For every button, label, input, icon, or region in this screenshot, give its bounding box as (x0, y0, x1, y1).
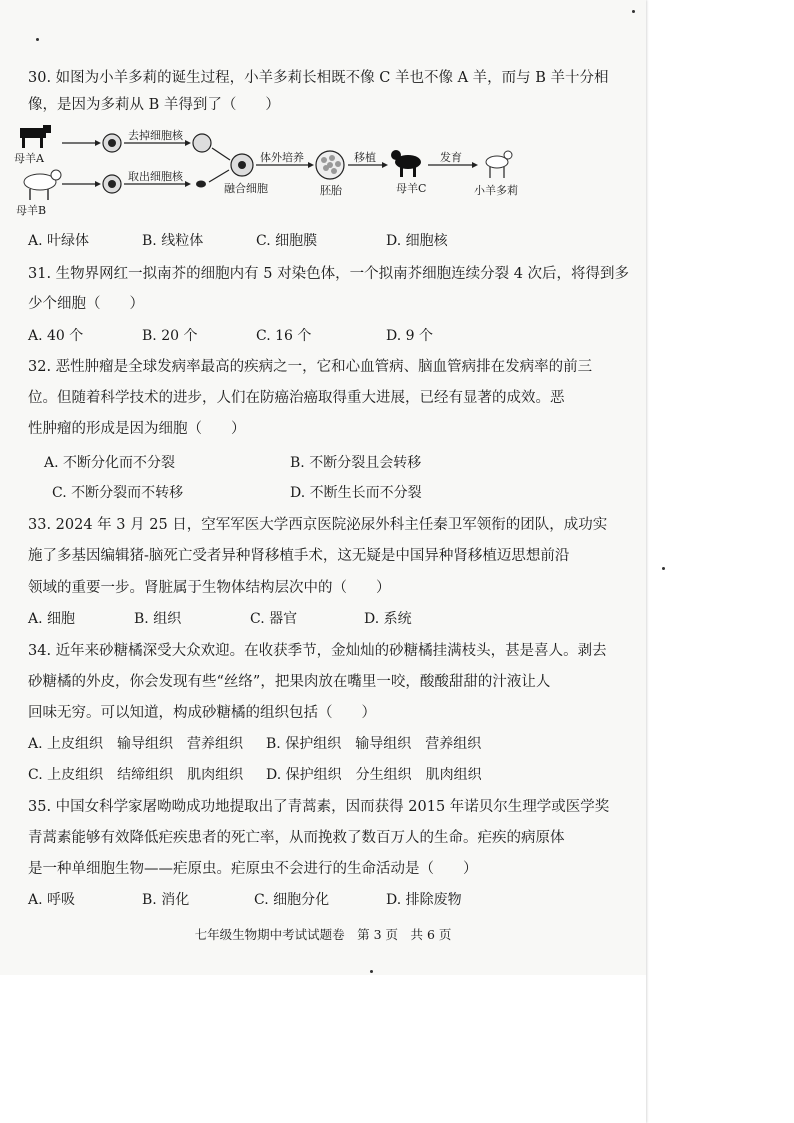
q33-line1: 33. 2024 年 3 月 25 日，空军军医大学西京医院泌尿外科主任秦卫军领衔的团队，成功实 (28, 517, 608, 533)
q30-option-d: D. 细胞核 (386, 233, 448, 249)
q35-line2: 青蒿素能够有效降低疟疾患者的死亡率，从而挽救了数百万人的生命。疟疾的病原体 (28, 830, 565, 846)
q32-option-c: C. 不断分裂而不转移 (52, 485, 184, 501)
q33-line2: 施了多基因编辑猪-脑死亡受者异种肾移植手术，这无疑是中国异种肾移植迈思想前沿 (28, 548, 570, 564)
culture-label: 体外培养 (260, 151, 304, 164)
sheep-b-label: 母羊B (16, 204, 47, 217)
q32-option-d: D. 不断生长而不分裂 (290, 485, 422, 501)
q31-option-c: C. 16 个 (256, 328, 312, 344)
q34-option-d: D. 保护组织 分生组织 肌肉组织 (266, 767, 482, 783)
q35-option-d: D. 排除废物 (386, 892, 462, 908)
q30-line2: 像，是因为多莉从 B 羊得到了（ ） (28, 97, 280, 113)
q31-option-d: D. 9 个 (386, 328, 433, 344)
q35-option-a: A. 呼吸 (28, 892, 76, 908)
q33-option-c: C. 器官 (250, 611, 298, 627)
scan-speck (36, 38, 39, 41)
q30-option-a: A. 叶绿体 (28, 233, 90, 249)
q34-line2: 砂糖橘的外皮，你会发现有些“丝络”，把果肉放在嘴里一咬，酸酸甜甜的汁液让人 (28, 674, 551, 690)
q30-line1: 30. 如图为小羊多莉的诞生过程，小羊多莉长相既不像 C 羊也不像 A 羊，而与 B 羊十分相 (28, 70, 609, 86)
sheep-b-icon (24, 170, 61, 200)
q35-line3: 是一种单细胞生物——疟原虫。疟原虫不会进行的生命活动是（ ） (28, 861, 478, 877)
sheep-a-label: 母羊A (14, 152, 44, 165)
q31-line2: 少个细胞（ ） (28, 296, 144, 312)
fused-cell-label: 融合细胞 (224, 182, 268, 195)
q34-option-b: B. 保护组织 输导组织 营养组织 (266, 736, 482, 752)
scan-speck (370, 970, 373, 973)
remove-nucleus-label: 去掉细胞核 (128, 129, 183, 142)
q32-option-b: B. 不断分裂且会转移 (290, 455, 422, 471)
q32-line1: 32. 恶性肿瘤是全球发病率最高的疾病之一，它和心血管病、脑血管病排在发病率的前三 (28, 359, 593, 375)
scan-speck (632, 10, 635, 13)
take-nucleus-label: 取出细胞核 (128, 170, 183, 183)
page-footer: 七年级生物期中考试试题卷 第 3 页 共 6 页 (194, 927, 452, 942)
dolly-lamb-icon (486, 151, 512, 178)
q34-option-c: C. 上皮组织 结缔组织 肌肉组织 (28, 767, 244, 783)
transplant-label: 移植 (354, 151, 376, 164)
sheep-c-label: 母羊C (396, 182, 427, 195)
cloning-diagram-graphic (10, 122, 520, 214)
q35-option-b: B. 消化 (142, 892, 190, 908)
q35-line1: 35. 中国女科学家屠呦呦成功地提取出了青蒿素，因而获得 2015 年诺贝尔生理学或医学奖 (28, 799, 610, 815)
embryo-label: 胚胎 (320, 184, 342, 197)
q31-line1: 31. 生物界网红一拟南芥的细胞内有 5 对染色体，一个拟南芥细胞连续分裂 4 次后，将得到多 (28, 266, 630, 282)
q33-option-b: B. 组织 (134, 611, 182, 627)
q33-option-d: D. 系统 (364, 611, 412, 627)
q34-line1: 34. 近年来砂糖橘深受大众欢迎。在收获季节，金灿灿的砂糖橘挂满枝头，甚是喜人。剥去 (28, 643, 607, 659)
cloning-diagram (10, 122, 520, 217)
q32-option-a: A. 不断分化而不分裂 (44, 455, 176, 471)
q30-option-b: B. 线粒体 (142, 233, 204, 249)
q32-line3: 性肿瘤的形成是因为细胞（ ） (28, 421, 246, 437)
sheep-a-icon (20, 125, 51, 148)
scan-speck (662, 567, 665, 570)
q35-option-c: C. 细胞分化 (254, 892, 330, 908)
scan-margin (0, 975, 646, 1123)
sheep-c-icon (391, 150, 421, 177)
develop-label: 发育 (440, 151, 462, 164)
q33-line3: 领域的重要一步。肾脏属于生物体结构层次中的（ ） (28, 580, 391, 596)
q33-option-a: A. 细胞 (28, 611, 76, 627)
dolly-label: 小羊多莉 (474, 184, 518, 197)
q32-line2: 位。但随着科学技术的进步，人们在防癌治癌取得重大进展，已经有显著的成效。恶 (28, 390, 565, 406)
q34-line3: 回味无穷。可以知道，构成砂糖橘的组织包括（ ） (28, 705, 376, 721)
q31-option-a: A. 40 个 (28, 328, 84, 344)
q34-option-a: A. 上皮组织 输导组织 营养组织 (28, 736, 244, 752)
q30-option-c: C. 细胞膜 (256, 233, 318, 249)
q31-option-b: B. 20 个 (142, 328, 198, 344)
